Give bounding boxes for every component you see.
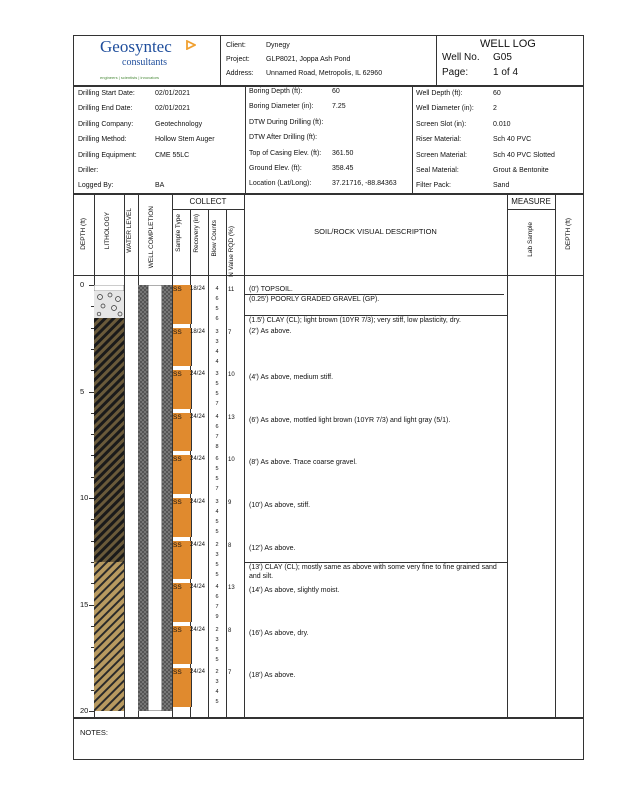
blow-count: 3 bbox=[215, 636, 219, 643]
info_right-value: Sand bbox=[493, 182, 510, 190]
info_mid-value: 7.25 bbox=[332, 103, 346, 111]
col-lithology: LITHOLOGY bbox=[104, 212, 111, 250]
blow-count: 4 bbox=[215, 286, 219, 292]
col-sample-type: Sample Type bbox=[175, 214, 182, 252]
info_mid-label: Boring Depth (ft): bbox=[249, 88, 303, 95]
depth-label: 20 bbox=[80, 706, 89, 715]
info_mid-label: Boring Diameter (in): bbox=[249, 103, 314, 111]
info_left-label: Drilling Start Date: bbox=[78, 90, 135, 97]
info_left-value: BA bbox=[155, 182, 165, 190]
logo-tagline: engineers | scientists | innovators bbox=[100, 75, 159, 80]
info_left-value: Hollow Stem Auger bbox=[155, 136, 215, 144]
depth-tick bbox=[91, 562, 94, 563]
blow-count: 2 bbox=[215, 626, 219, 633]
well-value: G05 bbox=[493, 52, 512, 63]
sample-recovery: 24/24 bbox=[190, 456, 206, 463]
col-measure: MEASURE bbox=[511, 197, 551, 206]
info_left-label: Drilling Equipment: bbox=[78, 151, 137, 159]
blow-count: 6 bbox=[215, 296, 219, 302]
blow-count: 5 bbox=[215, 306, 219, 312]
n-value: 11 bbox=[228, 287, 235, 293]
info_right-value: 0.010 bbox=[493, 120, 511, 128]
n-value: 10 bbox=[228, 372, 235, 379]
blow-count: 7 bbox=[215, 486, 219, 493]
blow-count: 5 bbox=[215, 519, 219, 525]
sample-type: SS bbox=[173, 456, 182, 464]
well-completion-column bbox=[138, 285, 172, 711]
blow-count: 4 bbox=[215, 509, 219, 515]
depth-tick bbox=[91, 647, 94, 648]
depth-tick bbox=[89, 285, 94, 286]
blow-count: 4 bbox=[215, 348, 219, 355]
blow-count: 3 bbox=[215, 679, 219, 686]
riser-pipe bbox=[148, 285, 162, 711]
topsoil-layer bbox=[94, 285, 124, 291]
n-value: 8 bbox=[228, 542, 232, 549]
blow-count: 5 bbox=[215, 529, 219, 535]
soil-description: (1.5') CLAY (CL); light brown (10YR 7/3); very stiff, low plasticity, dry. bbox=[249, 317, 461, 324]
col-collect: COLLECT bbox=[189, 197, 227, 206]
info_right-value: 2 bbox=[493, 105, 497, 113]
info_right-label: Riser Material: bbox=[416, 136, 462, 144]
grout-right bbox=[162, 285, 172, 711]
depth-tick bbox=[91, 541, 94, 542]
blow-count: 5 bbox=[215, 466, 219, 473]
info_right-label: Seal Material: bbox=[416, 167, 459, 174]
blow-count: 7 bbox=[215, 604, 219, 611]
blow-count: 3 bbox=[215, 371, 219, 378]
blow-count: 4 bbox=[215, 413, 219, 420]
soil-description: (18') As above. bbox=[249, 672, 296, 680]
sample-recovery: 18/24 bbox=[190, 286, 206, 292]
depth-tick bbox=[89, 392, 94, 393]
info_left-value: CME 55LC bbox=[155, 151, 190, 159]
sample-recovery: 24/24 bbox=[190, 669, 206, 676]
notes-box bbox=[73, 718, 584, 760]
soil-description: (4') As above, medium stiff. bbox=[249, 374, 334, 382]
blow-count: 3 bbox=[215, 338, 219, 345]
n-value: 8 bbox=[228, 627, 232, 634]
soil-description: (6') As above, mottled light brown (10YR 7/3) and light gray (5/1). bbox=[249, 416, 451, 424]
gravel-boundary bbox=[244, 294, 504, 295]
sample-type: SS bbox=[173, 286, 182, 293]
info_mid-label: DTW After Drilling (ft): bbox=[249, 134, 318, 142]
address-label: Address: bbox=[226, 70, 254, 77]
info_left-label: Drilling Method: bbox=[78, 136, 127, 144]
lithology-column bbox=[94, 285, 124, 711]
depth-tick bbox=[91, 328, 94, 329]
blow-count: 5 bbox=[215, 561, 219, 568]
blow-count: 9 bbox=[215, 614, 219, 621]
depth-tick bbox=[91, 349, 94, 350]
col-water-level: WATER LEVEL bbox=[126, 208, 133, 253]
info_mid-value: 60 bbox=[332, 88, 340, 95]
blow-count: 5 bbox=[215, 391, 219, 398]
col-lab-sample: Lab Sample bbox=[527, 222, 534, 257]
blow-count: 5 bbox=[215, 476, 219, 483]
sample-recovery: 24/24 bbox=[190, 371, 206, 378]
blow-count: 2 bbox=[215, 541, 219, 548]
depth-tick bbox=[91, 626, 94, 627]
blow-count: 5 bbox=[215, 381, 219, 388]
depth-label: 15 bbox=[80, 599, 89, 609]
info_right-label: Screen Material: bbox=[416, 151, 467, 159]
n-value: 7 bbox=[228, 329, 232, 336]
info_right-label: Well Depth (ft): bbox=[416, 90, 463, 97]
soil-description: (13') CLAY (CL); mostly same as above with some very fine to fine grained sand and silt. bbox=[249, 564, 497, 580]
info_mid-label: Ground Elev. (ft): bbox=[249, 165, 302, 172]
page-label: Page: bbox=[442, 67, 469, 78]
info_right-value: Grout & Bentonite bbox=[493, 167, 549, 174]
blow-count: 4 bbox=[215, 584, 219, 591]
project-label: Project: bbox=[226, 56, 250, 63]
sample-type: SS bbox=[173, 584, 182, 592]
col-blow-counts: Blow Counts bbox=[211, 220, 218, 257]
info_mid-label: DTW During Drilling (ft): bbox=[249, 118, 324, 126]
info_mid-value: 358.45 bbox=[332, 165, 354, 172]
logo-subtitle: consultants bbox=[122, 57, 167, 68]
grout-left bbox=[138, 285, 148, 711]
info_mid-label: Top of Casing Elev. (ft): bbox=[249, 149, 322, 157]
client-label: Client: bbox=[226, 42, 246, 49]
soil-description: (10') As above, stiff. bbox=[249, 502, 311, 509]
sample-type: SS bbox=[173, 626, 182, 634]
depth-tick bbox=[91, 690, 94, 691]
col-depth-right: DEPTH (ft) bbox=[565, 218, 572, 250]
blow-count: 7 bbox=[215, 433, 219, 440]
depth-label: 5 bbox=[80, 386, 85, 396]
blow-count: 3 bbox=[215, 499, 219, 505]
info_right-label: Filter Pack: bbox=[416, 182, 452, 190]
col-depth: DEPTH (ft) bbox=[80, 218, 87, 250]
blow-count: 4 bbox=[215, 689, 219, 696]
sandy-clay-boundary bbox=[244, 562, 507, 563]
n-value: 13 bbox=[228, 585, 235, 592]
soil-description: (12') As above. bbox=[249, 544, 296, 552]
n-value: 9 bbox=[228, 500, 232, 506]
info_right-value: Sch 40 PVC bbox=[493, 136, 532, 144]
info_mid-value: 37.21716, -88.84363 bbox=[332, 180, 397, 188]
sample-recovery: 24/24 bbox=[190, 626, 206, 633]
blow-count: 5 bbox=[215, 646, 219, 653]
soil-description: (0.25') POORLY GRADED GRAVEL (GP). bbox=[249, 296, 380, 303]
sample-recovery: 24/24 bbox=[190, 413, 206, 420]
info_mid-label: Location (Lat/Long): bbox=[249, 180, 312, 188]
soil-description: (2') As above. bbox=[249, 328, 292, 335]
blow-count: 5 bbox=[215, 656, 219, 663]
blow-count: 4 bbox=[215, 358, 219, 365]
info_left-value: 02/01/2021 bbox=[155, 90, 191, 97]
logo-name: Geosyntec bbox=[100, 37, 172, 56]
info_left-value: Geotechnology bbox=[155, 120, 203, 128]
depth-tick bbox=[91, 306, 94, 307]
sample-recovery: 24/24 bbox=[190, 541, 206, 548]
blow-count: 3 bbox=[215, 328, 219, 335]
sample-type: SS bbox=[173, 541, 182, 549]
depth-tick bbox=[91, 583, 94, 584]
blow-count: 5 bbox=[215, 571, 219, 578]
blow-count: 5 bbox=[215, 699, 219, 706]
blow-count: 6 bbox=[215, 423, 219, 430]
depth-tick bbox=[91, 434, 94, 435]
info_right-label: Well Diameter (in): bbox=[416, 105, 474, 113]
n-value: 13 bbox=[228, 414, 235, 421]
address-value: Unnamed Road, Metropolis, IL 62960 bbox=[266, 70, 383, 77]
blow-count: 6 bbox=[215, 456, 219, 463]
depth-label: 10 bbox=[80, 493, 89, 502]
blow-count: 8 bbox=[215, 443, 219, 450]
info_left-label: Driller: bbox=[78, 167, 99, 174]
col-recovery: Recovery (in) bbox=[193, 214, 200, 253]
depth-label: 0 bbox=[80, 280, 85, 289]
project-value: GLP8021, Joppa Ash Pond bbox=[266, 56, 351, 63]
info_mid-value: 361.50 bbox=[332, 149, 354, 157]
sample-recovery: 24/24 bbox=[190, 499, 206, 505]
client-value: Dynegy bbox=[266, 42, 290, 49]
info_right-value: Sch 40 PVC Slotted bbox=[493, 151, 555, 159]
blow-count: 7 bbox=[215, 401, 219, 408]
info_left-value: 02/01/2021 bbox=[155, 105, 191, 113]
depth-tick bbox=[89, 498, 94, 499]
sample-type: SS bbox=[173, 328, 182, 336]
page-title: WELL LOG bbox=[480, 38, 536, 50]
sample-type: SS bbox=[173, 499, 182, 506]
depth-tick bbox=[91, 519, 94, 520]
sandy-clay-layer bbox=[94, 562, 124, 711]
sample-recovery: 18/24 bbox=[190, 328, 206, 335]
info_right-value: 60 bbox=[493, 90, 501, 97]
depth-tick bbox=[91, 370, 94, 371]
depth-tick bbox=[91, 668, 94, 669]
depth-tick bbox=[89, 605, 94, 606]
blow-count: 2 bbox=[215, 669, 219, 676]
blow-count: 6 bbox=[215, 316, 219, 322]
notes-label: NOTES: bbox=[80, 728, 108, 737]
sample-type: SS bbox=[173, 371, 182, 379]
soil-description: (14') As above, slightly moist. bbox=[249, 587, 340, 595]
page-value: 1 of 4 bbox=[493, 67, 519, 78]
col-well-completion: WELL COMPLETION bbox=[148, 206, 155, 269]
info_left-label: Drilling End Date: bbox=[78, 105, 133, 113]
soil-description: (16') As above, dry. bbox=[249, 629, 309, 637]
clay-layer bbox=[94, 318, 124, 562]
n-value: 7 bbox=[228, 670, 232, 677]
well-label: Well No. bbox=[442, 52, 480, 63]
blow-count: 3 bbox=[215, 551, 219, 558]
sample-recovery: 24/24 bbox=[190, 584, 206, 591]
n-value: 10 bbox=[228, 457, 235, 464]
info_left-label: Drilling Company: bbox=[78, 120, 134, 128]
sample-type: SS bbox=[173, 413, 182, 421]
info_left-label: Logged By: bbox=[78, 182, 114, 190]
clay-boundary bbox=[244, 315, 507, 316]
depth-tick bbox=[91, 477, 94, 478]
depth-tick bbox=[89, 711, 94, 712]
soil-description: (0') TOPSOIL. bbox=[249, 286, 293, 293]
col-description: SOIL/ROCK VISUAL DESCRIPTION bbox=[314, 227, 437, 236]
depth-tick bbox=[91, 413, 94, 414]
logo-triangle-icon bbox=[186, 40, 196, 50]
sample-type: SS bbox=[173, 669, 182, 677]
col-n-value: N Value RQD (%) bbox=[228, 226, 235, 277]
blow-count: 6 bbox=[215, 594, 219, 601]
soil-description: (8') As above. Trace coarse gravel. bbox=[249, 459, 357, 467]
depth-tick bbox=[91, 455, 94, 456]
info_right-label: Screen Slot (in): bbox=[416, 120, 467, 128]
company-logo bbox=[80, 37, 216, 83]
